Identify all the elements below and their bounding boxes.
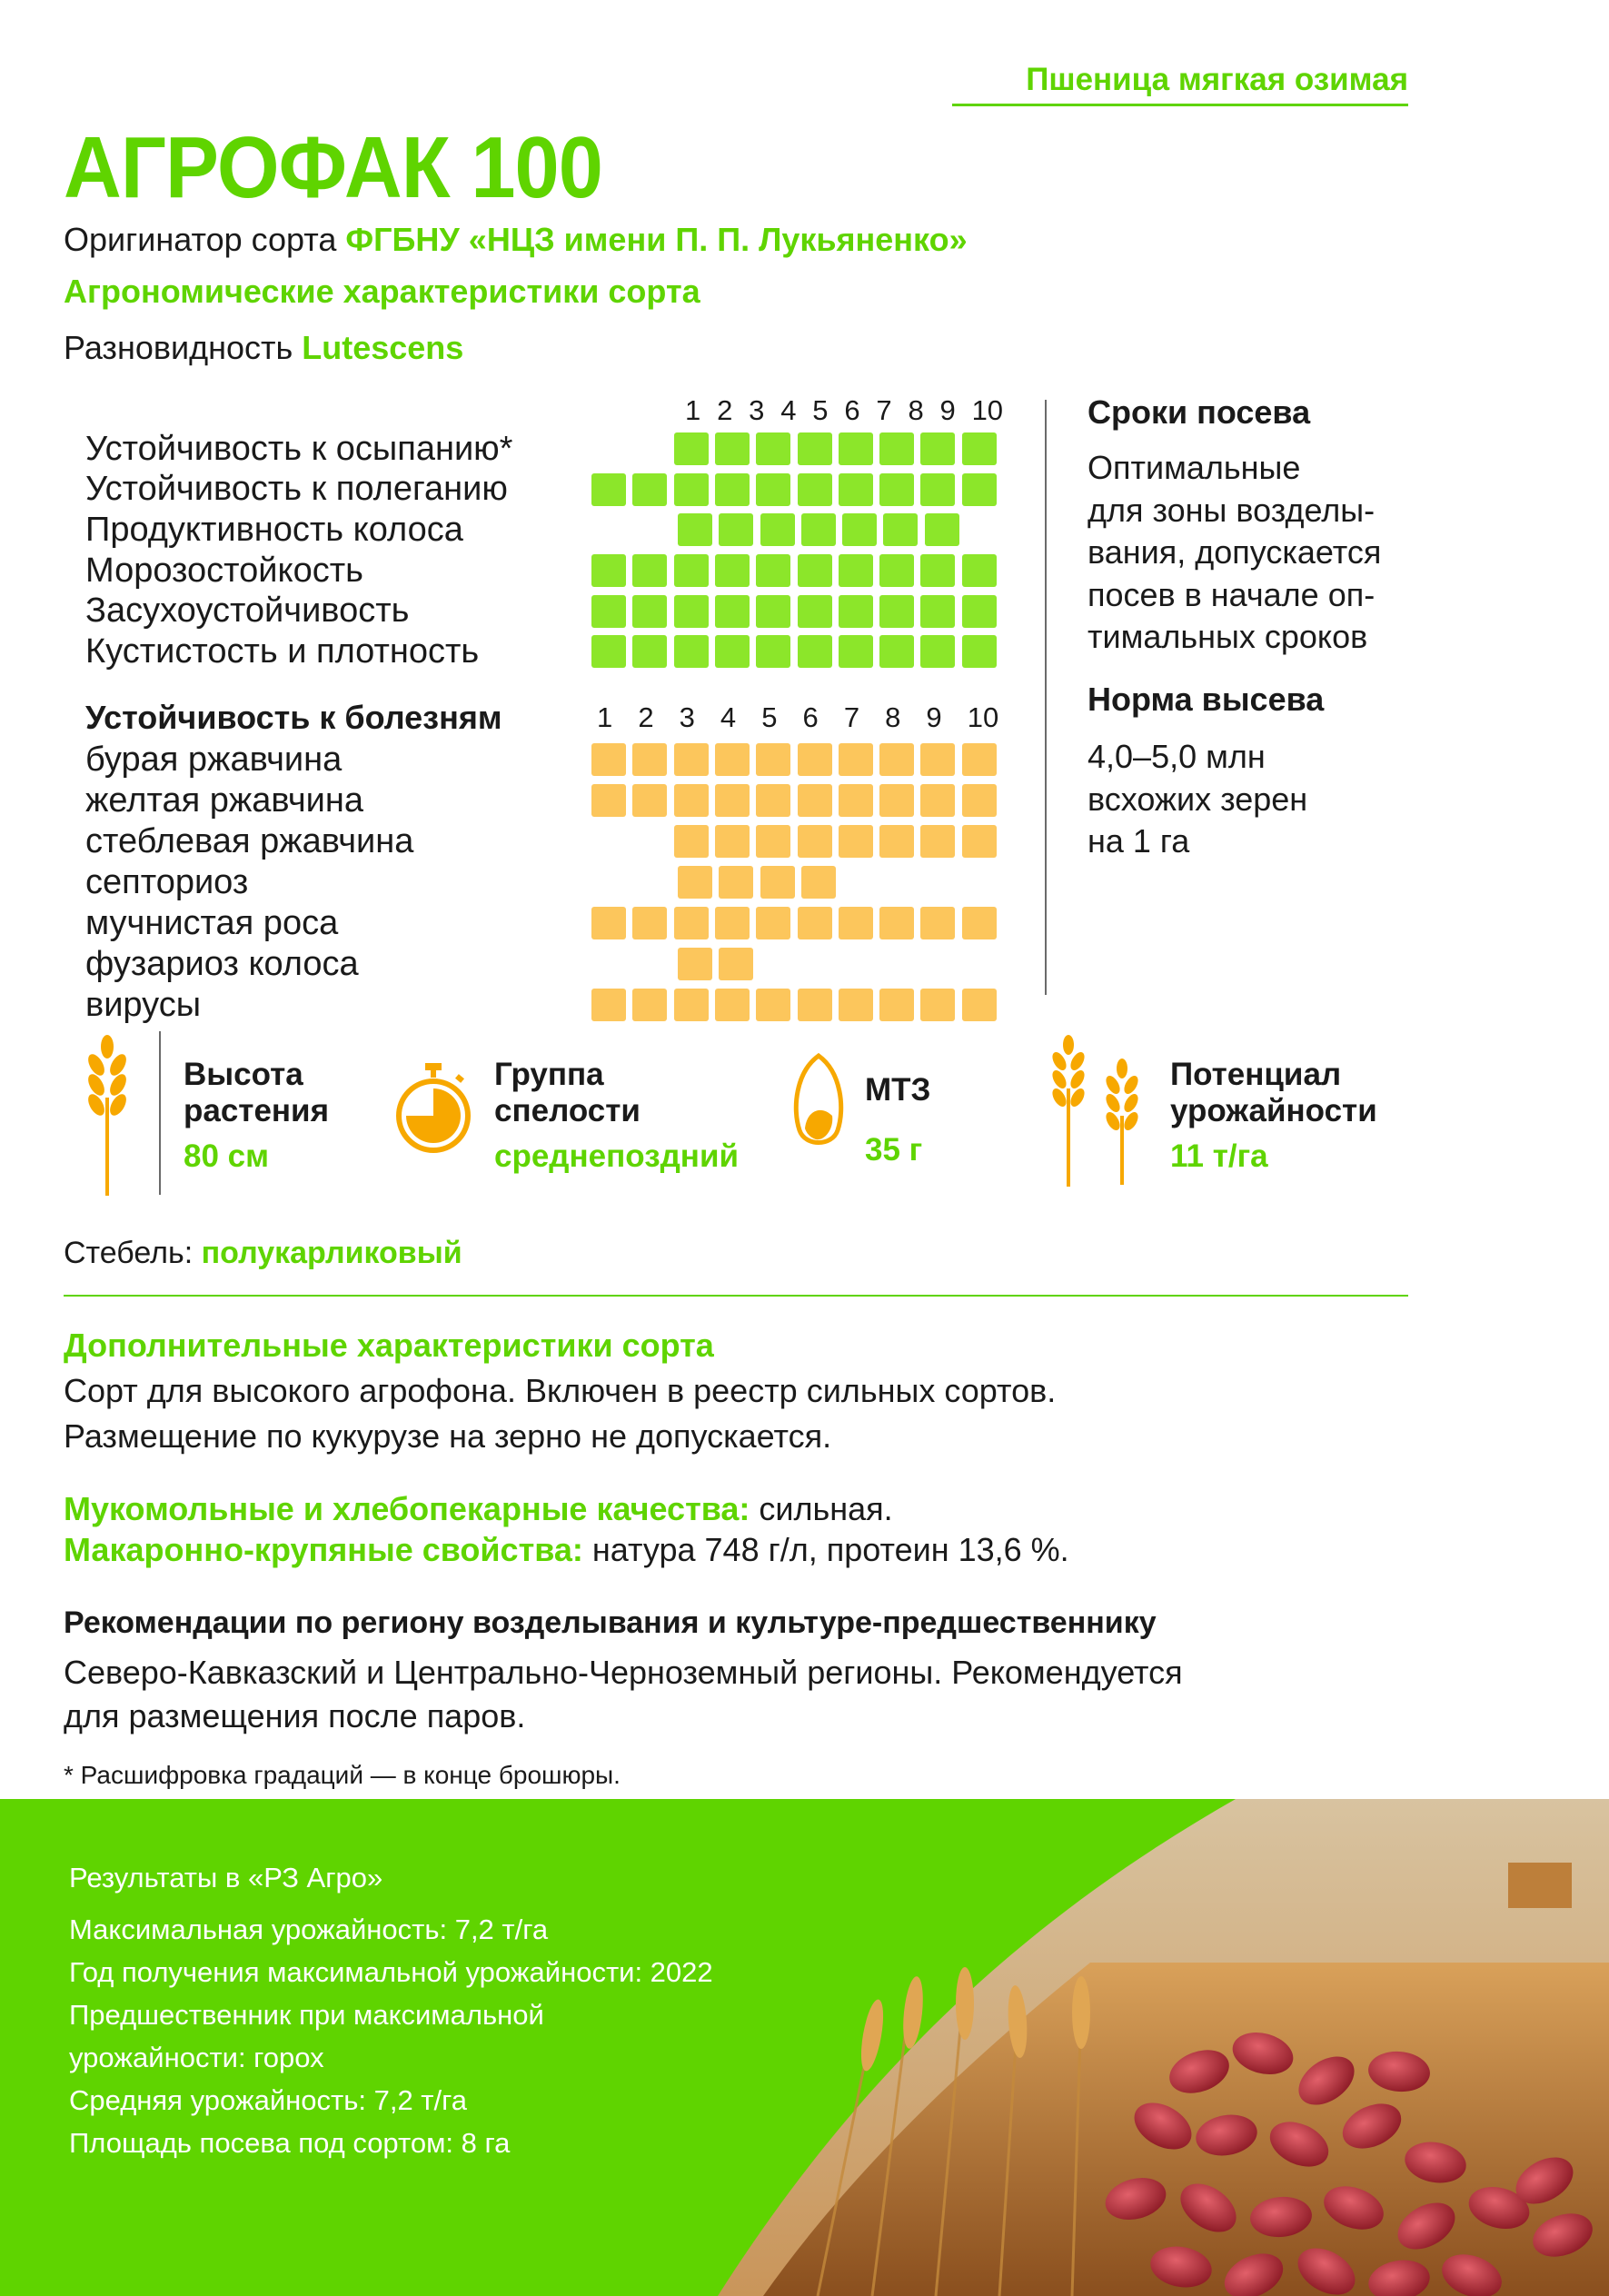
metric-maturity-value: среднепоздний	[494, 1138, 739, 1174]
crop-type-label: Пшеница мягкая озимая	[1026, 62, 1408, 97]
region-line-2: для размещения после паров.	[64, 1697, 526, 1734]
score-bar	[678, 513, 966, 546]
metric-yield-title-1: Потенциал	[1170, 1057, 1342, 1092]
score-cell	[715, 743, 750, 776]
score-cell	[632, 743, 667, 776]
trait-label: Продуктивность колоса	[85, 510, 463, 549]
score-cell	[798, 907, 832, 939]
score-bar	[591, 784, 1003, 817]
metric-yield-potential	[1170, 1057, 1377, 1175]
score-bar	[591, 907, 1003, 939]
seeding-rate-line: всхожих зерен	[1088, 780, 1308, 818]
score-cell	[678, 948, 712, 980]
extra-line-2: Размещение по кукурузе на зерно не допускается.	[64, 1417, 832, 1455]
score-cell	[879, 595, 914, 628]
score-cell	[715, 554, 750, 587]
score-cell	[879, 635, 914, 668]
score-cell	[760, 513, 795, 546]
score-cell	[920, 432, 955, 465]
score-bar	[591, 554, 1003, 587]
score-cell	[962, 432, 997, 465]
scale-number: 2	[717, 394, 733, 426]
score-cell	[962, 989, 997, 1021]
score-cell	[591, 473, 626, 506]
score-cell	[756, 989, 790, 1021]
score-cell	[756, 635, 790, 668]
disease-label: мучнистая роса	[85, 903, 339, 942]
results-line-3: Предшественник при максимальной	[69, 1999, 544, 2031]
score-cell	[798, 554, 832, 587]
score-cell	[715, 635, 750, 668]
stem-value: полукарликовый	[201, 1236, 462, 1270]
score-cell	[920, 595, 955, 628]
variety-value: Lutescens	[302, 329, 464, 366]
score-cell	[839, 743, 873, 776]
score-cell	[715, 595, 750, 628]
scale-number: 10	[971, 394, 1004, 426]
disease-row	[85, 740, 1003, 780]
pasta-label: Макаронно-крупяные свойства:	[64, 1531, 583, 1568]
metric-tgw	[865, 1072, 930, 1168]
scale-number: 4	[780, 394, 797, 426]
score-bar	[674, 825, 1003, 858]
score-cell	[674, 473, 709, 506]
sowing-line: для зоны возделы-	[1088, 491, 1376, 529]
score-cell	[920, 825, 955, 858]
disease-row	[85, 821, 1003, 862]
score-cell	[839, 825, 873, 858]
score-cell	[839, 595, 873, 628]
score-bar	[591, 595, 1003, 628]
scale-number: 7	[876, 394, 892, 426]
score-cell	[839, 473, 873, 506]
score-bar	[591, 743, 1003, 776]
score-cell	[798, 784, 832, 817]
score-cell	[839, 432, 873, 465]
score-cell	[920, 473, 955, 506]
score-cell	[801, 866, 836, 899]
score-cell	[920, 635, 955, 668]
disease-row	[85, 903, 1003, 944]
sowing-line: посев в начале оп-	[1088, 575, 1376, 613]
score-cell	[756, 432, 790, 465]
milling-line	[64, 1490, 893, 1528]
milling-label: Мукомольные и хлебопекарные качества:	[64, 1490, 750, 1527]
ratings-block	[85, 393, 1003, 1026]
metric-divider	[159, 1031, 161, 1195]
score-cell	[842, 513, 877, 546]
score-cell	[715, 784, 750, 817]
score-cell	[756, 554, 790, 587]
disease-title: Устойчивость к болезням	[85, 698, 502, 736]
variety-title: АГРОФАК 100	[64, 119, 602, 216]
score-cell	[591, 784, 626, 817]
score-cell	[798, 989, 832, 1021]
score-cell	[879, 473, 914, 506]
score-cell	[879, 743, 914, 776]
score-cell	[962, 554, 997, 587]
score-cell	[719, 513, 753, 546]
scale-number: 1	[597, 701, 613, 733]
score-bar	[678, 866, 842, 899]
score-cell	[591, 907, 626, 939]
sowing-line: вания, допускается	[1088, 533, 1382, 571]
metric-maturity-title-2: спелости	[494, 1093, 641, 1128]
results-band	[0, 1799, 1609, 2296]
score-cell	[962, 784, 997, 817]
score-cell	[756, 743, 790, 776]
trait-label: Кустистость и плотность	[85, 631, 480, 671]
disease-label: желтая ржавчина	[85, 780, 364, 820]
scale-number: 5	[812, 394, 829, 426]
score-cell	[879, 554, 914, 587]
seeding-rate-title: Норма высева	[1088, 681, 1325, 718]
score-cell	[920, 784, 955, 817]
scale-number: 2	[638, 701, 654, 733]
disease-label: бурая ржавчина	[85, 740, 343, 779]
score-cell	[674, 907, 709, 939]
disease-row	[85, 985, 1003, 1026]
score-cell	[879, 784, 914, 817]
score-bar	[678, 948, 760, 980]
trait-row	[85, 429, 1003, 470]
extra-section-title: Дополнительные характеристики сорта	[64, 1327, 714, 1364]
score-cell	[962, 825, 997, 858]
score-cell	[674, 554, 709, 587]
scale-number: 5	[761, 701, 778, 733]
score-cell	[839, 635, 873, 668]
score-cell	[591, 989, 626, 1021]
stopwatch-icon	[392, 1061, 474, 1160]
score-cell	[678, 513, 712, 546]
trait-label: Устойчивость к осыпанию*	[85, 429, 513, 468]
double-wheat-icon	[1043, 1034, 1152, 1193]
scale-number: 8	[885, 701, 901, 733]
score-cell	[962, 635, 997, 668]
score-cell	[798, 432, 832, 465]
score-cell	[674, 825, 709, 858]
results-title: Результаты в «РЗ Агро»	[69, 1862, 383, 1893]
disease-row	[85, 780, 1003, 821]
trait-label: Устойчивость к полеганию	[85, 470, 508, 509]
scale-number: 8	[908, 394, 924, 426]
sowing-line: тимальных сроков	[1088, 618, 1368, 655]
score-cell	[674, 784, 709, 817]
disease-label: вирусы	[85, 985, 202, 1024]
results-line-2: Год получения максимальной урожайности: 2022	[69, 1956, 713, 1988]
trait-row	[85, 510, 1003, 551]
agro-section-title: Агрономические характеристики сорта	[64, 273, 700, 310]
trait-row	[85, 551, 1003, 591]
scale-number: 1	[685, 394, 701, 426]
sowing-line: Оптимальные	[1088, 449, 1301, 486]
metric-maturity-title-1: Группа	[494, 1057, 604, 1092]
score-cell	[632, 595, 667, 628]
score-cell	[756, 825, 790, 858]
score-cell	[879, 432, 914, 465]
scale-numbers-diseases	[591, 700, 1003, 736]
metric-yield-title-2: урожайности	[1170, 1093, 1377, 1128]
score-cell	[879, 907, 914, 939]
metric-height	[184, 1057, 329, 1175]
score-cell	[756, 907, 790, 939]
disease-label: септориоз	[85, 862, 249, 901]
disease-label: фузариоз колоса	[85, 944, 359, 983]
trait-row	[85, 470, 1003, 511]
metric-tgw-value: 35 г	[865, 1132, 923, 1168]
region-line-1: Северо-Кавказский и Центрально-Черноземный регионы. Рекомендуется	[64, 1654, 1183, 1691]
score-cell	[632, 635, 667, 668]
scale-number: 9	[926, 701, 942, 733]
score-cell	[674, 635, 709, 668]
score-cell	[839, 554, 873, 587]
scale-number: 10	[967, 701, 999, 733]
seeding-rate-line: на 1 га	[1088, 822, 1190, 860]
score-cell	[632, 554, 667, 587]
score-cell	[591, 554, 626, 587]
region-title: Рекомендации по региону возделывания и культуре-предшественнику	[64, 1605, 1157, 1640]
score-cell	[920, 743, 955, 776]
score-cell	[719, 948, 753, 980]
score-cell	[756, 595, 790, 628]
score-cell	[883, 513, 918, 546]
metric-maturity	[494, 1057, 739, 1175]
scale-numbers-traits	[680, 393, 1003, 429]
score-bar	[674, 432, 1003, 465]
originator-line	[64, 221, 968, 259]
score-cell	[920, 554, 955, 587]
score-cell	[798, 635, 832, 668]
score-cell	[632, 473, 667, 506]
grain-icon	[789, 1052, 849, 1158]
score-cell	[632, 907, 667, 939]
disease-header	[85, 696, 1003, 740]
scale-number: 3	[679, 701, 695, 733]
score-cell	[801, 513, 836, 546]
score-cell	[879, 825, 914, 858]
scale-number: 7	[843, 701, 860, 733]
metric-height-title-2: растения	[184, 1093, 329, 1128]
score-cell	[678, 866, 712, 899]
score-cell	[920, 989, 955, 1021]
results-line-4: урожайности: горох	[69, 2042, 324, 2073]
column-divider	[1045, 400, 1047, 995]
score-cell	[962, 743, 997, 776]
traits-list	[85, 429, 1003, 672]
score-cell	[591, 635, 626, 668]
pasta-value: натура 748 г/л, протеин 13,6 %.	[591, 1531, 1069, 1568]
score-cell	[715, 432, 750, 465]
scale-number: 3	[749, 394, 765, 426]
originator-value: ФГБНУ «НЦЗ имени П. П. Лукьяненко»	[345, 221, 968, 258]
score-cell	[674, 595, 709, 628]
score-cell	[920, 907, 955, 939]
score-cell	[839, 907, 873, 939]
scale-number: 6	[802, 701, 819, 733]
disease-row	[85, 944, 1003, 985]
score-cell	[632, 989, 667, 1021]
score-cell	[715, 989, 750, 1021]
trait-label: Засухоустойчивость	[85, 591, 410, 631]
score-cell	[839, 784, 873, 817]
seeding-rate-text	[1088, 736, 1307, 863]
scale-number: 6	[844, 394, 860, 426]
score-cell	[798, 595, 832, 628]
score-cell	[760, 866, 795, 899]
results-line-5: Средняя урожайность: 7,2 т/га	[69, 2084, 467, 2116]
results-line-6: Площадь посева под сортом: 8 га	[69, 2127, 511, 2159]
trait-label: Морозостойкость	[85, 551, 363, 590]
score-bar	[591, 989, 1003, 1021]
score-cell	[719, 866, 753, 899]
scale-number: 9	[939, 394, 956, 426]
score-cell	[756, 784, 790, 817]
score-cell	[879, 989, 914, 1021]
score-cell	[591, 743, 626, 776]
scale-number: 4	[720, 701, 737, 733]
crop-type-underline	[952, 104, 1408, 106]
score-bar	[591, 635, 1003, 668]
originator-label: Оригинатор сорта	[64, 221, 337, 258]
pasta-line	[64, 1531, 1069, 1569]
score-cell	[715, 907, 750, 939]
diseases-list	[85, 740, 1003, 1026]
score-cell	[962, 473, 997, 506]
metric-tgw-title: МТЗ	[865, 1072, 931, 1108]
score-cell	[674, 432, 709, 465]
score-cell	[632, 784, 667, 817]
score-cell	[715, 473, 750, 506]
stem-line	[64, 1236, 462, 1271]
seeding-rate-line: 4,0–5,0 млн	[1088, 738, 1266, 775]
score-cell	[798, 473, 832, 506]
trait-row	[85, 631, 1003, 672]
metric-yield-value: 11 т/га	[1170, 1138, 1268, 1174]
trait-row	[85, 591, 1003, 631]
score-cell	[798, 743, 832, 776]
footnote: * Расшифровка градаций — в конце брошюры.	[64, 1761, 621, 1789]
variety-label: Разновидность	[64, 329, 293, 366]
disease-label: стеблевая ржавчина	[85, 821, 414, 860]
score-cell	[962, 595, 997, 628]
sowing-text	[1088, 447, 1381, 659]
milling-value: сильная.	[759, 1490, 893, 1527]
extra-line-1: Сорт для высокого агрофона. Включен в реестр сильных сортов.	[64, 1372, 1057, 1409]
score-cell	[839, 989, 873, 1021]
variety-line	[64, 329, 463, 367]
score-cell	[591, 595, 626, 628]
results-line-1: Максимальная урожайность: 7,2 т/га	[69, 1913, 549, 1945]
disease-row	[85, 862, 1003, 903]
metric-height-value: 80 см	[184, 1138, 270, 1174]
wheat-ear-icon	[80, 1034, 134, 1202]
metric-height-title-1: Высота	[184, 1057, 303, 1092]
score-cell	[962, 907, 997, 939]
score-cell	[715, 825, 750, 858]
score-cell	[798, 825, 832, 858]
score-cell	[674, 989, 709, 1021]
score-cell	[756, 473, 790, 506]
score-bar	[591, 473, 1003, 506]
section-divider	[64, 1295, 1408, 1297]
sowing-title: Сроки посева	[1088, 393, 1311, 431]
score-cell	[925, 513, 959, 546]
stem-label: Стебель:	[64, 1236, 194, 1270]
score-cell	[674, 743, 709, 776]
